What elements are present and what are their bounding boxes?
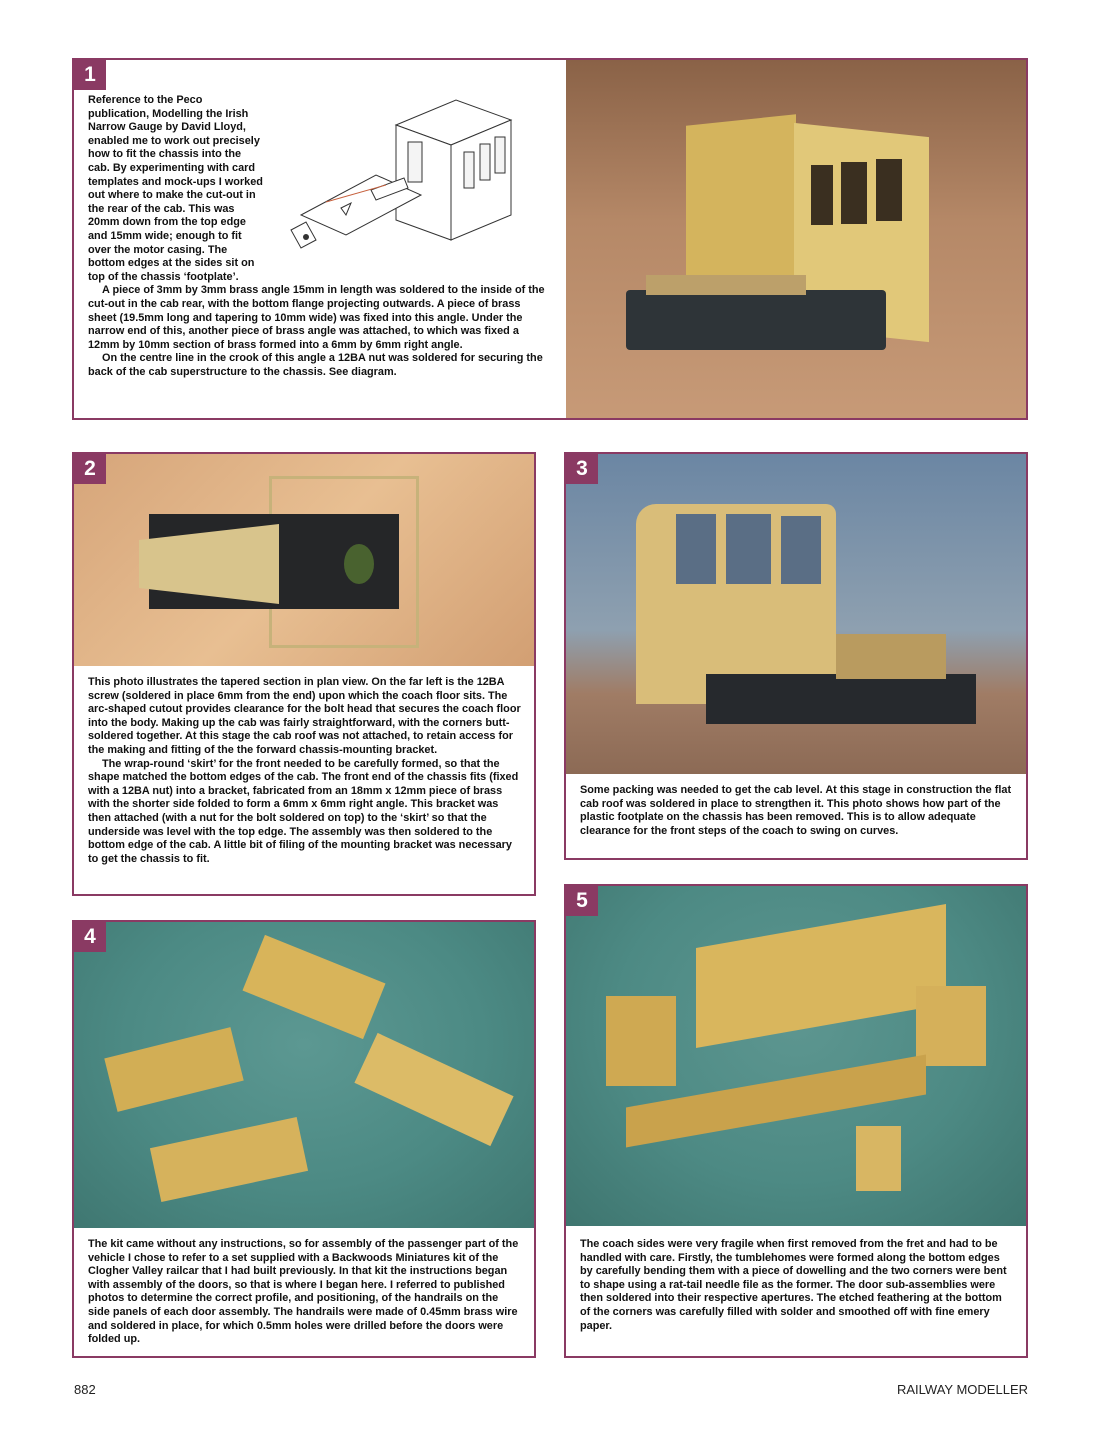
panel-1: [72, 58, 1028, 420]
caption-2-paragraph-2: The wrap-round ‘skirt’ for the front needed to be carefully formed, so that the shape matched the bottom edges of the cab. The front end of the chassis fits (fixed with a 12BA nut) into a bracket, fabricated from an 18mm x 12mm piece of brass with the shorter side folded to form a 6mm x 6mm right angle. This bracket was then attached (with a nut for the bolt soldered on top) to the ‘skirt’ so that the underside was level with the top edge. The assembly was then soldered to the bottom edge of the cab. A little bit of filing of the mounting bracket was necessary to get the chassis to fit.: [88, 757, 519, 865]
panel-3: [564, 452, 1028, 860]
panel-5: [564, 884, 1028, 1358]
caption-1: [88, 94, 548, 379]
panel-4: [72, 920, 536, 1358]
caption-5: [580, 1238, 1014, 1333]
caption-3: [580, 784, 1014, 838]
panel-number: 3: [566, 454, 598, 484]
caption-5-paragraph-1: The coach sides were very fragile when first removed from the fret and had to be handled with care. Firstly, the tumblehomes were formed along the bottom edges by carefully bending them with a piece of dowelling and the two corners were bent to shape using a rat-tail needle file as the former. The door sub-assemblies were then soldered into their respective apertures. The etched feathering at the bottom of the corners was carefully filled with solder and smoothed off with fine emery paper.: [580, 1238, 1007, 1332]
panel-number: 2: [74, 454, 106, 484]
panel-number: 1: [74, 60, 106, 90]
panel-number: 4: [74, 922, 106, 952]
door-assemblies-photo: [74, 922, 534, 1228]
railcar-cab-photo: [566, 60, 1028, 418]
caption-2: [88, 676, 522, 866]
caption-4: [88, 1238, 522, 1347]
caption-1-paragraph-2: A piece of 3mm by 3mm brass angle 15mm in length was soldered to the inside of the cut-out in the cab rear, with the bottom flange projecting outwards. A piece of brass sheet (19.5mm long and tapering to 10mm wide) was fixed into this angle. Under the narrow end of this, another piece of brass angle was attached, to which was fixed a 12mm by 10mm section of brass formed into a 6mm by 6mm right angle.: [88, 284, 545, 351]
caption-1-paragraph-3: On the centre line in the crook of this angle a 12BA nut was soldered for securing the back of the cab superstructure to the chassis. See diagram.: [88, 352, 543, 378]
cab-level-side-photo: [566, 454, 1026, 774]
caption-3-paragraph-1: Some packing was needed to get the cab level. At this stage in construction the flat cab roof was soldered in place to strengthen it. This photo shows how part of the plastic footplate on the chassis has been removed. This is to allow adequate clearance for the front steps of the coach to swing on curves.: [580, 784, 1012, 837]
magazine-name: RAILWAY MODELLER: [897, 1382, 1028, 1397]
panel-2: [72, 452, 536, 896]
panel-number: 5: [566, 886, 598, 916]
tapered-section-plan-photo: [74, 454, 534, 666]
caption-4-paragraph-1: The kit came without any instructions, so for assembly of the passenger part of the vehicle I chose to refer to a set supplied with a Backwoods Miniatures kit of the Clogher Valley railcar that I had built previously. In that kit the instructions began with assembly of the doors, so that is where I began here. I referred to published photos to determine the correct profile, and positioning, of the handrails on the side panels of each door assembly. The handrails were made of 0.45mm brass wire and soldered in place, for which 0.5mm holes were drilled before the doors were folded up.: [88, 1238, 519, 1346]
coach-sides-photo: [566, 886, 1026, 1226]
caption-1-paragraph-1: Reference to the Peco publication, Modelling the Irish Narrow Gauge by David Lloyd, enabled me to work out precisely how to fit the chassis into the cab. By experimenting with card templates and mock-ups I worked out where to make the cut-out in the rear of the cab. This was 20mm down from the top edge and 15mm wide; enough to fit over the motor casing. The bottom edges at the sides sit on top of the chassis ‘footplate’.: [88, 94, 263, 283]
caption-2-paragraph-1: This photo illustrates the tapered section in plan view. On the far left is the 12BA screw (soldered in place 6mm from the end) upon which the coach floor sits. The arc-shaped cutout provides clearance for the bolt head that secures the coach floor into the body. Making up the cab was fairly straightforward, with the corners butt-soldered together. At this stage the cab roof was not attached, to retain access for the making and fitting of the the forward chassis-mounting bracket.: [88, 676, 521, 756]
page-number: 882: [74, 1382, 96, 1397]
